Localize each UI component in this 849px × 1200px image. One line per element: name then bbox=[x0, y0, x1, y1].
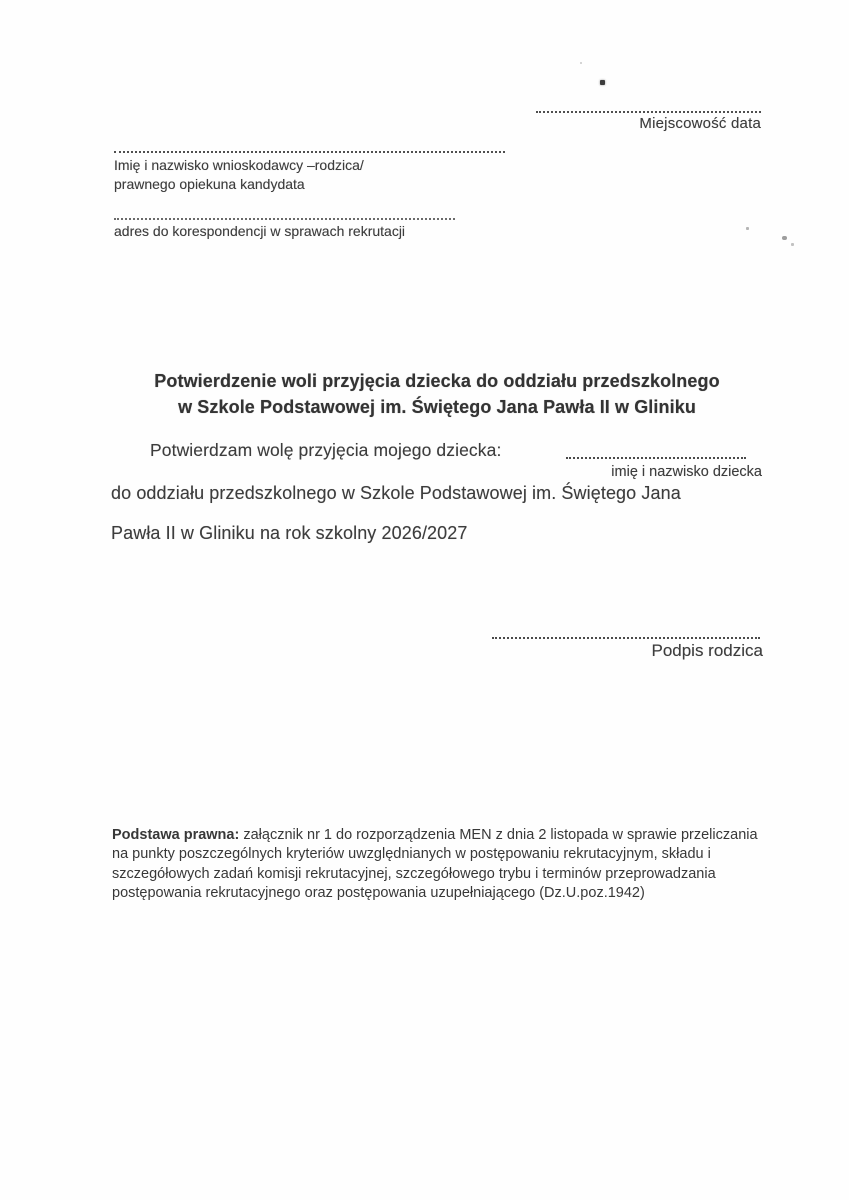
child-name-caption: imię i nazwisko dziecka bbox=[611, 464, 762, 480]
declaration-continuation-line1: do oddziału przedszkolnego w Szkole Podstawowej im. Świętego Jana bbox=[111, 483, 681, 503]
document-title bbox=[77, 368, 797, 420]
legal-basis-line3: szczegółowych zadań komisji rekrutacyjnej, szczegółowego trybu i terminów przeprowadzania bbox=[112, 865, 716, 882]
legal-basis-line1 bbox=[112, 826, 772, 845]
place-date-fill-line bbox=[536, 104, 761, 113]
address-fill-line bbox=[114, 211, 455, 220]
legal-basis-line1-rest: załącznik nr 1 do rozporządzenia MEN z dnia 2 listopada w sprawie przeliczania bbox=[239, 827, 758, 843]
applicant-name-caption-line2: prawnego opiekuna kandydata bbox=[114, 175, 305, 192]
legal-basis-label: Podstawa prawna: bbox=[112, 827, 240, 843]
applicant-name-caption bbox=[114, 156, 364, 193]
legal-basis-line2: na punkty poszczególnych kryteriów uwzględnianych w postępowaniu rekrutacyjnym, składu i bbox=[112, 846, 711, 863]
scan-speck bbox=[600, 80, 605, 85]
legal-basis-text bbox=[112, 826, 772, 903]
document-title-line2: w Szkole Podstawowej im. Świętego Jana Pawła II w Gliniku bbox=[178, 397, 696, 417]
place-date-label: Miejscowość data bbox=[639, 115, 761, 132]
scan-speck bbox=[580, 62, 582, 64]
declaration-continuation-line2: Pawła II w Gliniku na rok szkolny 2026/2027 bbox=[111, 523, 468, 543]
declaration-text: Potwierdzam wolę przyjęcia mojego dziecka: bbox=[150, 440, 502, 460]
address-caption: adres do korespondencji w sprawach rekrutacji bbox=[114, 223, 406, 239]
scan-speck bbox=[791, 243, 794, 246]
document-title-line1: Potwierdzenie woli przyjęcia dziecka do oddziału przedszkolnego bbox=[154, 371, 720, 391]
legal-basis-line4: postępowania rekrutacyjnego oraz postępowania uzupełniającego (Dz.U.poz.1942) bbox=[112, 884, 645, 901]
applicant-name-caption-line1: Imię i nazwisko wnioskodawcy –rodzica/ bbox=[114, 157, 364, 173]
signature-caption: Podpis rodzica bbox=[651, 641, 763, 660]
scan-speck bbox=[782, 236, 787, 240]
signature-fill-line bbox=[492, 630, 760, 639]
child-name-fill-line bbox=[566, 450, 746, 459]
applicant-name-fill-line bbox=[114, 144, 505, 153]
scan-speck bbox=[746, 227, 749, 230]
